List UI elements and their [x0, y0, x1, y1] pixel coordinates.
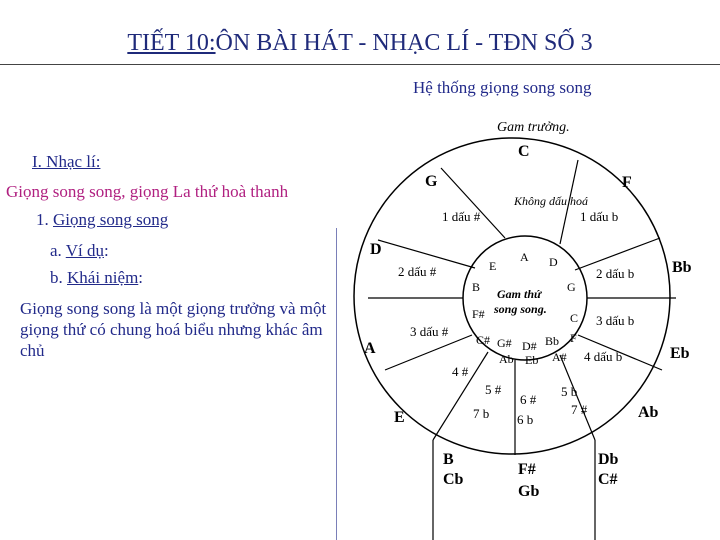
- signature-labels: [398, 209, 634, 427]
- key-cb: Cb: [443, 471, 464, 488]
- section-heading: I. Nhạc lí:: [32, 152, 101, 171]
- item-1: 1. Giọng song song: [36, 210, 169, 229]
- minor-bb: Bb: [545, 334, 560, 348]
- sig-6-flat: 6 b: [517, 412, 534, 427]
- diagram-heading: Gam trưởng.: [497, 120, 570, 135]
- key-bb: Bb: [672, 259, 692, 276]
- definition-paragraph: Giọng song song là một giọng trưởng và một giọng thứ có chung hoá biểu nhưng khác âm chủ: [20, 299, 327, 360]
- sig-none: Không dấu hoá: [514, 194, 589, 208]
- sig-5-sharp: 5 #: [485, 382, 502, 397]
- sig-1-sharp: 1 dấu #: [442, 209, 481, 224]
- minor-d: D: [549, 255, 558, 269]
- key-db: Db: [598, 451, 619, 468]
- minor-f: F: [570, 331, 577, 345]
- minor-a: A: [520, 250, 529, 264]
- sig-7-sharp: 7 #: [571, 402, 588, 417]
- sig-4-sharp: 4 #: [452, 364, 469, 379]
- item-b: b. Khái niệm:: [50, 268, 144, 287]
- sig-7-flat: 7 b: [473, 406, 490, 421]
- key-eb: Eb: [670, 345, 690, 362]
- minor-d-sharp: D#: [522, 339, 537, 353]
- key-gb: Gb: [518, 483, 540, 500]
- minor-eb: Eb: [525, 353, 539, 367]
- minor-key-labels: [472, 250, 578, 367]
- minor-c: C: [570, 311, 579, 325]
- sig-6-sharp: 6 #: [520, 392, 537, 407]
- minor-a-sharp: A#: [552, 350, 567, 364]
- minor-e: E: [489, 259, 497, 273]
- item-a: a. Ví dụ:: [50, 241, 109, 260]
- topic-line: Giọng song song, giọng La thứ hoà thanh: [6, 182, 289, 201]
- sig-2-sharp: 2 dấu #: [398, 264, 437, 279]
- sig-3-flat: 3 dấu b: [596, 313, 635, 328]
- minor-b: B: [472, 280, 481, 294]
- minor-label-2: song song.: [494, 302, 547, 316]
- sig-4-flat: 4 dấu b: [584, 349, 623, 364]
- key-c-sharp: C#: [598, 471, 618, 488]
- key-e: E: [394, 409, 405, 426]
- minor-label-1: Gam thứ: [497, 287, 542, 301]
- key-b: B: [443, 451, 454, 468]
- subtitle: Hệ thống giọng song song: [413, 78, 592, 97]
- key-a: A: [364, 340, 376, 357]
- title-main: ÔN BÀI HÁT - NHẠC LÍ - TĐN SỐ 3: [215, 30, 593, 56]
- key-g: G: [425, 173, 438, 190]
- key-f: F: [622, 174, 632, 191]
- key-c: C: [518, 143, 530, 160]
- minor-g-sharp: G#: [497, 336, 512, 350]
- minor-ab: Ab: [499, 352, 514, 366]
- key-f-sharp: F#: [518, 461, 536, 478]
- sig-5-flat: 5 b: [561, 384, 578, 399]
- title-prefix: TIẾT 10:: [127, 30, 216, 56]
- sig-3-sharp: 3 dấu #: [410, 324, 449, 339]
- sig-1-flat: 1 dấu b: [580, 209, 619, 224]
- key-d: D: [370, 241, 382, 258]
- minor-c-sharp: C#: [476, 333, 491, 347]
- sig-2-flat: 2 dấu b: [596, 266, 635, 281]
- key-ab: Ab: [638, 404, 659, 421]
- minor-f-sharp: F#: [472, 307, 485, 321]
- minor-g: G: [567, 280, 576, 294]
